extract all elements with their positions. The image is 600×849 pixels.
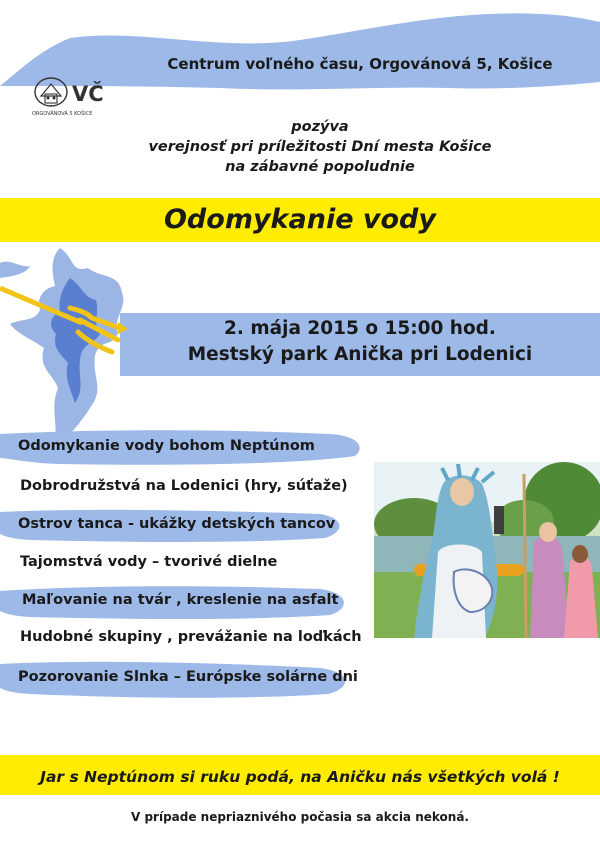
event-title: Odomykanie vody — [163, 204, 436, 235]
event-place: Mestský park Anička pri Lodenici — [187, 344, 533, 365]
activity-item: Odomykanie vody bohom Neptúnom — [18, 438, 315, 454]
activity-item: Tajomstvá vody – tvorivé dielne — [20, 554, 278, 570]
activity-item: Dobrodružstvá na Lodenici (hry, súťaže) — [20, 478, 348, 494]
activity-item: Pozorovanie Slnka – Európske solárne dni — [18, 669, 358, 685]
organizer-name: Centrum voľného času, Orgovánová 5, Košice — [167, 55, 553, 73]
weather-notice: V prípade nepriaznivého počasia sa akcia nekoná. — [130, 810, 469, 824]
neptune-trident-illustration — [0, 238, 130, 448]
invite-line-1: pozýva — [291, 119, 349, 135]
slogan-text: Jar s Neptúnom si ruku podá, na Aničku nás všetkých volá ! — [40, 768, 560, 786]
activity-item: Hudobné skupiny , prevážanie na loďkách — [20, 629, 362, 645]
activity-item: Maľovanie na tvár , kreslenie na asfalt — [22, 592, 339, 608]
neptune-event-photo — [374, 462, 600, 638]
logo-letters: VČ — [72, 82, 104, 106]
activity-item: Ostrov tanca - ukážky detských tancov — [18, 516, 336, 532]
logo-house-icon — [32, 74, 70, 108]
invite-line-3: na zábavné popoludnie — [225, 159, 415, 175]
cvc-logo — [30, 74, 110, 120]
logo-caption: ORGOVÁNOVÁ 5 KOŠICE — [32, 111, 93, 117]
invite-line-2: verejnosť pri príležitosti Dní mesta Košice — [148, 139, 492, 155]
event-datetime: 2. mája 2015 o 15:00 hod. — [224, 318, 496, 339]
